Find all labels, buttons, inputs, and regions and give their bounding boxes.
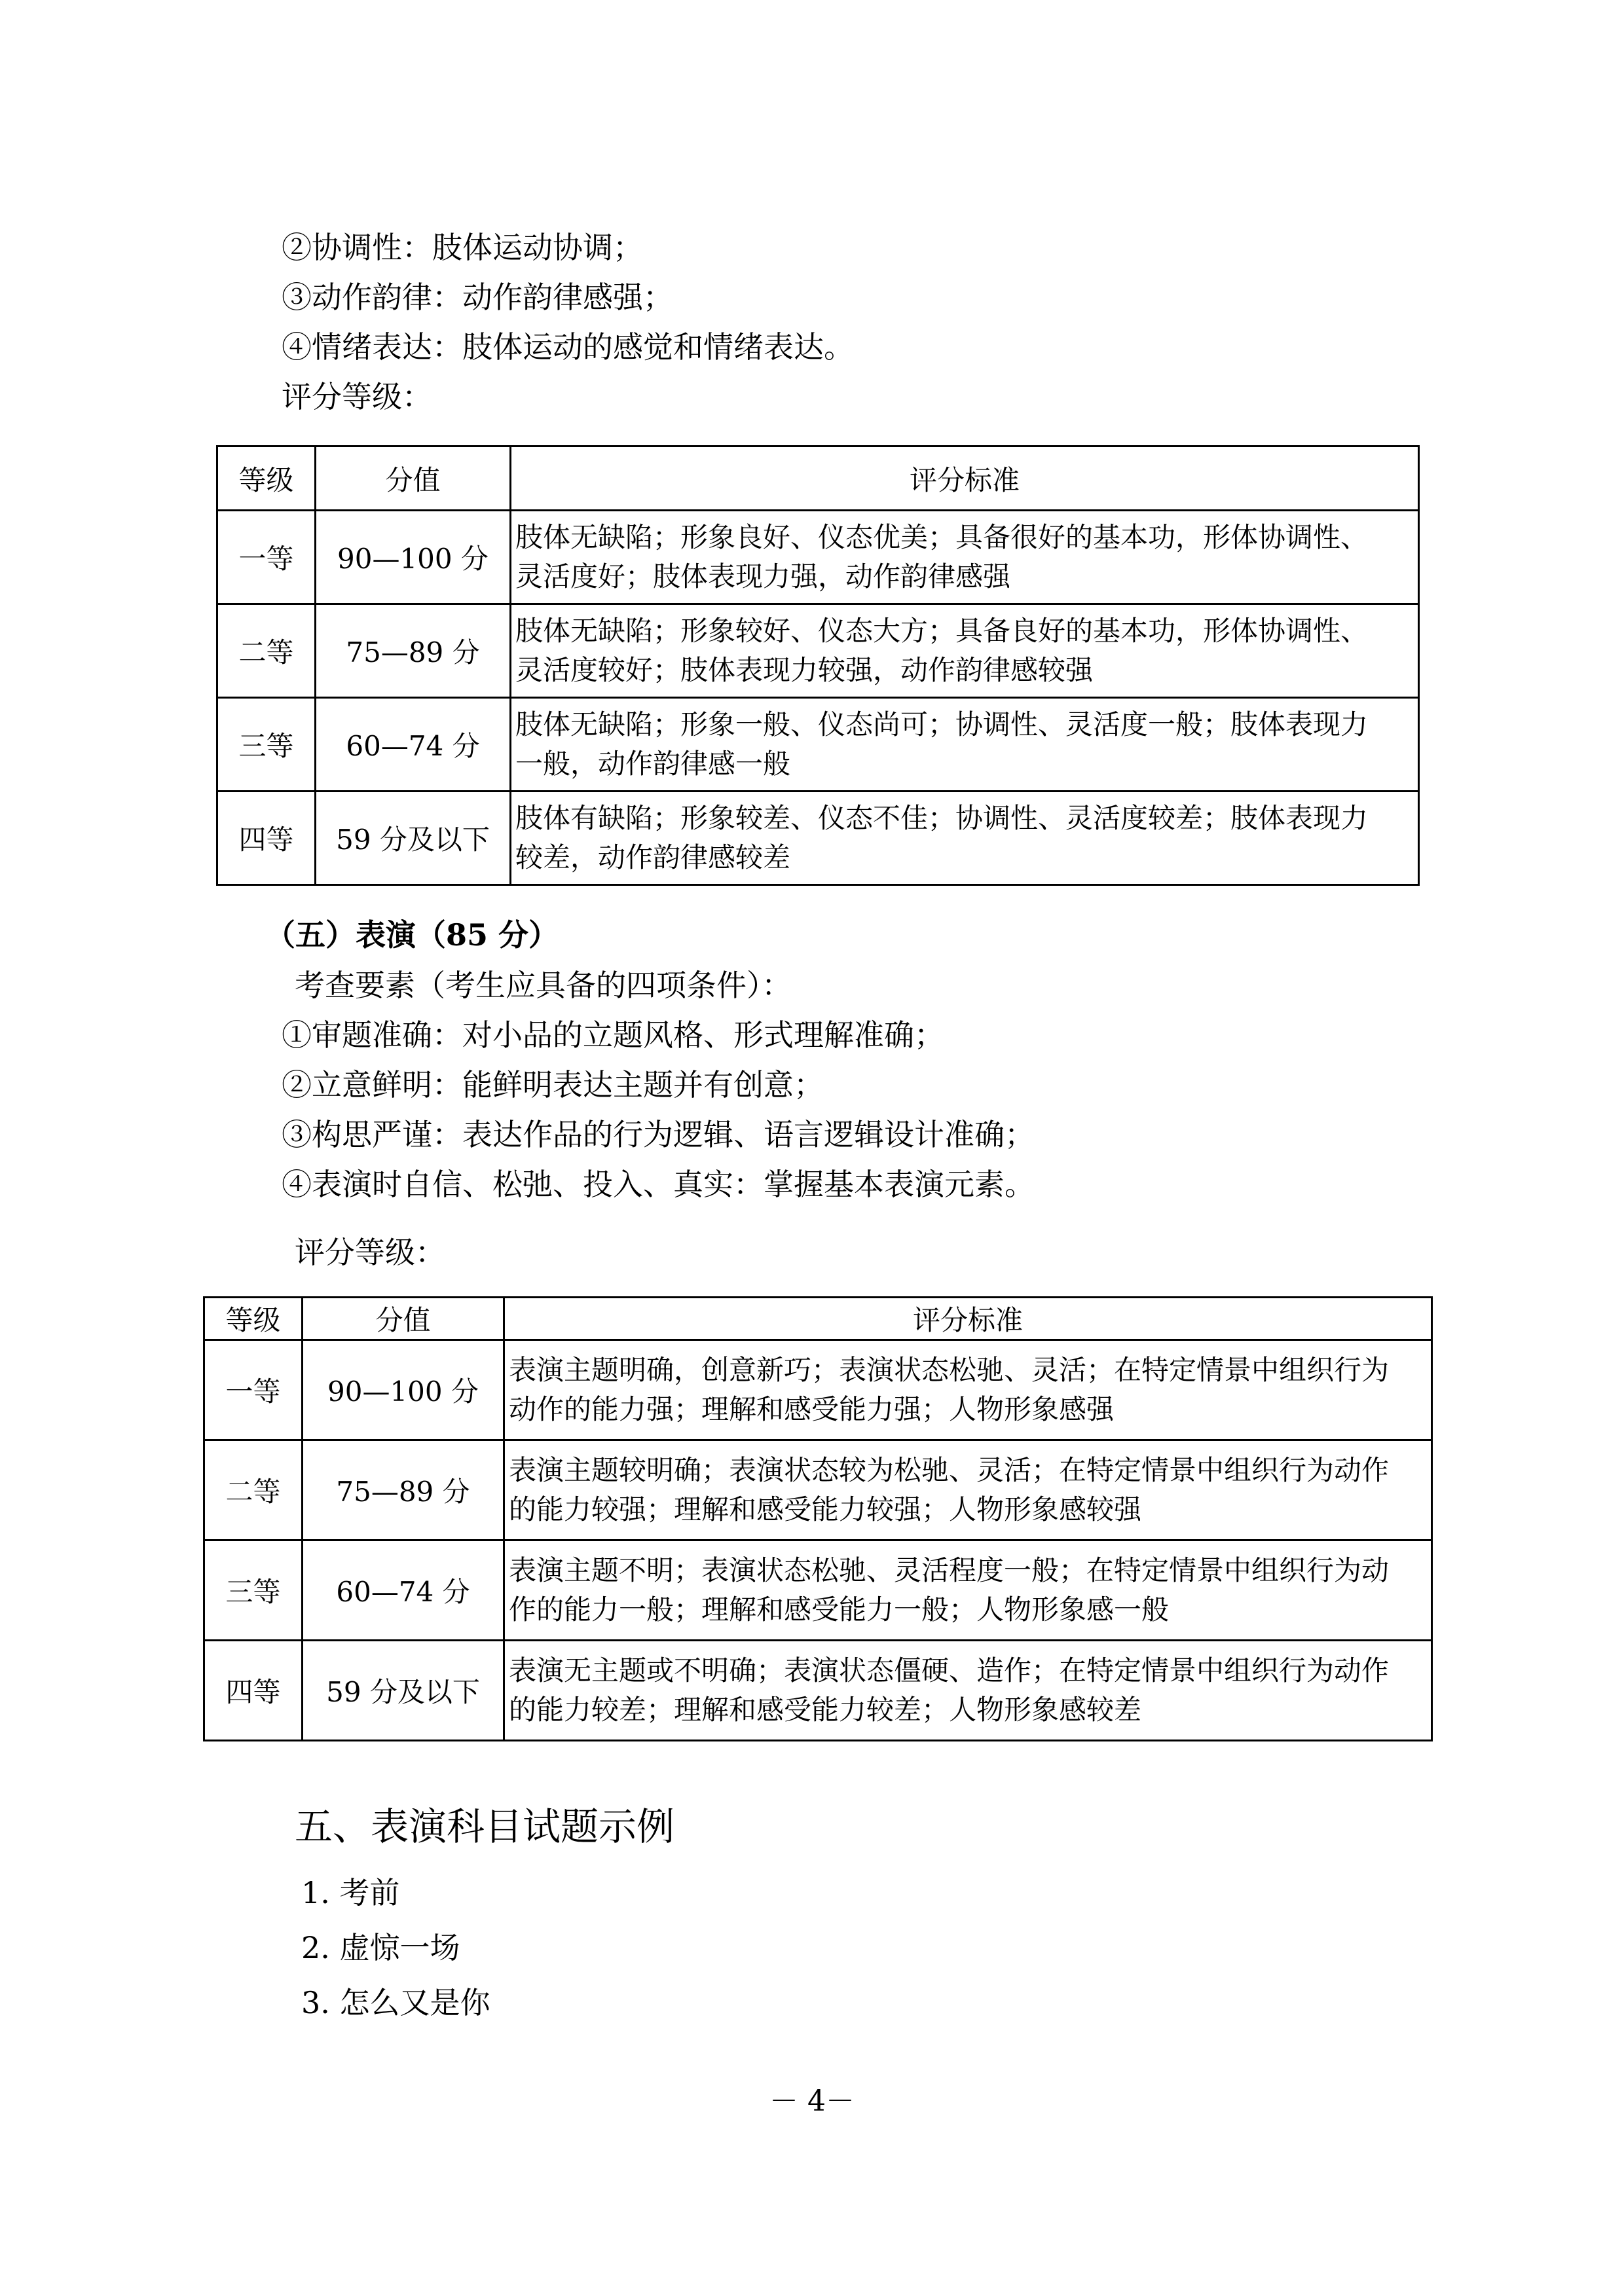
criteria-line: 灵活度好；肢体表现力强，动作韵律感强 <box>515 560 1011 592</box>
grade-cell: 四等 <box>217 792 316 885</box>
intro-line-rhythm: ③动作韵律：动作韵律感强； <box>282 280 673 315</box>
table-row <box>217 792 1419 885</box>
rating-table-1 <box>216 445 1420 886</box>
header-grade: 等级 <box>217 446 316 511</box>
criteria-cell <box>511 511 1419 604</box>
score-cell: 90—100 分 <box>316 511 511 604</box>
score-cell: 75—89 分 <box>316 604 511 698</box>
criteria-line: 肢体无缺陷；形象较好、仪态大方；具备良好的基本功，形体协调性、 <box>515 615 1369 647</box>
criteria-line: 表演主题明确，创意新巧；表演状态松驰、灵活；在特定情景中组织行为 <box>509 1354 1390 1386</box>
table-row <box>204 1641 1432 1741</box>
header-criteria: 评分标准 <box>511 446 1419 511</box>
table-row <box>217 604 1419 698</box>
grade-cell: 四等 <box>204 1641 303 1741</box>
rating-label-2: 评分等级： <box>295 1235 445 1270</box>
table-row <box>217 698 1419 792</box>
requirement-line: ①审题准确：对小品的立题风格、形式理解准确； <box>282 1017 944 1053</box>
header-score: 分值 <box>303 1298 504 1340</box>
criteria-line: 灵活度较好；肢体表现力较强，动作韵律感较强 <box>515 654 1094 686</box>
criteria-line: 表演主题不明；表演状态松驰、灵活程度一般；在特定情景中组织行为动 <box>509 1554 1390 1586</box>
criteria-line: 肢体无缺陷；形象一般、仪态尚可；协调性、灵活度一般；肢体表现力 <box>515 708 1369 740</box>
requirement-line: ④表演时自信、松弛、投入、真实：掌握基本表演元素。 <box>282 1167 1035 1202</box>
criteria-line: 表演无主题或不明确；表演状态僵硬、造作；在特定情景中组织行为动作 <box>509 1654 1390 1686</box>
criteria-line: 肢体有缺陷；形象较差、仪态不佳；协调性、灵活度较差；肢体表现力 <box>515 802 1369 834</box>
rating-table-2 <box>203 1296 1433 1741</box>
table-row <box>204 1340 1432 1440</box>
header-grade: 等级 <box>204 1298 303 1340</box>
criteria-cell <box>511 698 1419 792</box>
intro-line-coordination: ②协调性：肢体运动协调； <box>282 230 643 265</box>
table-row <box>204 1540 1432 1641</box>
criteria-cell <box>511 604 1419 698</box>
page-number: － 4－ <box>769 2085 855 2118</box>
criteria-cell <box>504 1540 1432 1641</box>
part-title: 五、表演科目试题示例 <box>295 1804 675 1849</box>
requirement-line: ③构思严谨：表达作品的行为逻辑、语言逻辑设计准确； <box>282 1117 1035 1152</box>
score-cell: 59 分及以下 <box>316 792 511 885</box>
grade-cell: 二等 <box>204 1440 303 1540</box>
criteria-cell <box>511 792 1419 885</box>
section-heading-performance: （五）表演（85 分） <box>265 917 559 953</box>
table-row <box>204 1440 1432 1540</box>
score-cell: 60—74 分 <box>303 1540 504 1641</box>
table-header-row <box>204 1298 1432 1340</box>
criteria-cell <box>504 1440 1432 1540</box>
criteria-line: 表演主题较明确；表演状态较为松驰、灵活；在特定情景中组织行为动作 <box>509 1454 1390 1486</box>
score-cell: 75—89 分 <box>303 1440 504 1540</box>
criteria-line: 较差，动作韵律感较差 <box>515 841 791 873</box>
criteria-line: 一般，动作韵律感一般 <box>515 748 791 780</box>
grade-cell: 一等 <box>217 511 316 604</box>
example-item: 1. 考前 <box>301 1875 400 1910</box>
table-header-row <box>217 446 1419 511</box>
criteria-cell <box>504 1641 1432 1741</box>
score-cell: 90—100 分 <box>303 1340 504 1440</box>
requirement-line: ②立意鲜明：能鲜明表达主题并有创意； <box>282 1067 824 1102</box>
criteria-line: 肢体无缺陷；形象良好、仪态优美；具备很好的基本功，形体协调性、 <box>515 521 1369 553</box>
rating-label-1: 评分等级： <box>282 379 432 414</box>
criteria-line: 作的能力一般；理解和感受能力一般；人物形象感一般 <box>509 1594 1170 1626</box>
table-row <box>217 511 1419 604</box>
criteria-cell <box>504 1340 1432 1440</box>
criteria-line: 动作的能力强；理解和感受能力强；人物形象感强 <box>509 1393 1115 1425</box>
header-criteria: 评分标准 <box>504 1298 1432 1340</box>
requirements-intro: 考查要素（考生应具备的四项条件）： <box>295 968 792 1003</box>
criteria-line: 的能力较差；理解和感受能力较差；人物形象感较差 <box>509 1694 1142 1726</box>
grade-cell: 一等 <box>204 1340 303 1440</box>
example-item: 3. 怎么又是你 <box>301 1985 490 2020</box>
intro-line-emotion: ④情绪表达：肢体运动的感觉和情绪表达。 <box>282 329 854 365</box>
grade-cell: 三等 <box>217 698 316 792</box>
grade-cell: 二等 <box>217 604 316 698</box>
criteria-line: 的能力较强；理解和感受能力较强；人物形象感较强 <box>509 1493 1142 1525</box>
score-cell: 60—74 分 <box>316 698 511 792</box>
grade-cell: 三等 <box>204 1540 303 1641</box>
example-item: 2. 虚惊一场 <box>301 1930 460 1965</box>
score-cell: 59 分及以下 <box>303 1641 504 1741</box>
header-score: 分值 <box>316 446 511 511</box>
